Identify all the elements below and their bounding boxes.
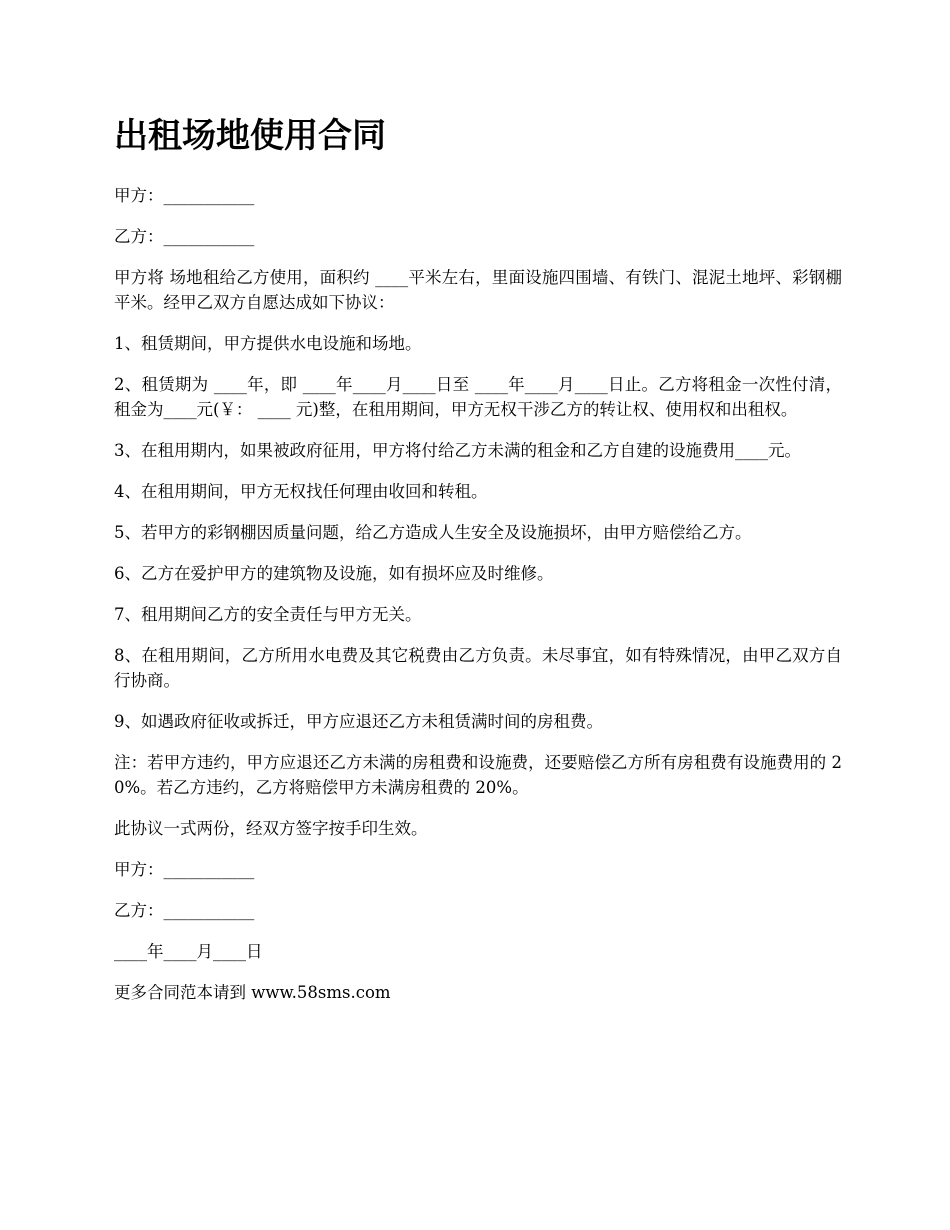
- intro-paragraph: 甲方将 场地租给乙方使用，面积约 ____平米左右，里面设施四围墙、有铁门、混泥土地坪、彩钢棚 平米。经甲乙双方自愿达成如下协议：: [114, 268, 842, 312]
- party-b-line: 乙方：___________: [114, 227, 255, 246]
- clause-5: 5、若甲方的彩钢棚因质量问题，给乙方造成人生安全及设施损坏，由甲方赔偿给乙方。: [114, 523, 752, 542]
- party-a-line: 甲方：___________: [114, 186, 255, 205]
- signature-party-b: 乙方：___________: [114, 901, 255, 920]
- clause-4: 4、在租用期间，甲方无权找任何理由收回和转租。: [114, 482, 488, 501]
- breach-note: 注：若甲方违约，甲方应退还乙方未满的房租费和设施费，还要赔偿乙方所有房租费有设施费用的 20%。若乙方违约，乙方将赔偿甲方未满房租费的 20%。: [114, 753, 842, 797]
- document-title: 出租场地使用合同: [114, 116, 386, 156]
- document-page: [114, 112, 842, 1021]
- clause-2: 2、租赁期为 ____年，即 ____年____月____日至 ____年____月____日止。乙方将租金一次性付清，租金为____元(￥： ____ 元)整，在租用期间，甲方无权干涉乙方的转让权、使用权和出租权。: [114, 375, 842, 419]
- clause-7: 7、租用期间乙方的安全责任与甲方无关。: [114, 605, 422, 624]
- clause-9: 9、如遇政府征收或拆迁，甲方应退还乙方未租赁满时间的房租费。: [114, 712, 603, 731]
- clause-1: 1、租赁期间，甲方提供水电设施和场地。: [114, 334, 422, 353]
- effectiveness-clause: 此协议一式两份，经双方签字按手印生效。: [114, 819, 428, 838]
- signature-date: ____年____月____日: [114, 942, 263, 961]
- footer-link-text: 更多合同范本请到 www.58sms.com: [114, 983, 391, 1002]
- clause-3: 3、在租用期内，如果被政府征用，甲方将付给乙方未满的租金和乙方自建的设施费用____元。: [114, 441, 801, 460]
- clause-6: 6、乙方在爱护甲方的建筑物及设施，如有损坏应及时维修。: [114, 564, 554, 583]
- clause-8: 8、在租用期间，乙方所用水电费及其它税费由乙方负责。未尽事宜，如有特殊情况，由甲乙双方自行协商。: [114, 646, 842, 690]
- signature-party-a: 甲方：___________: [114, 860, 255, 879]
